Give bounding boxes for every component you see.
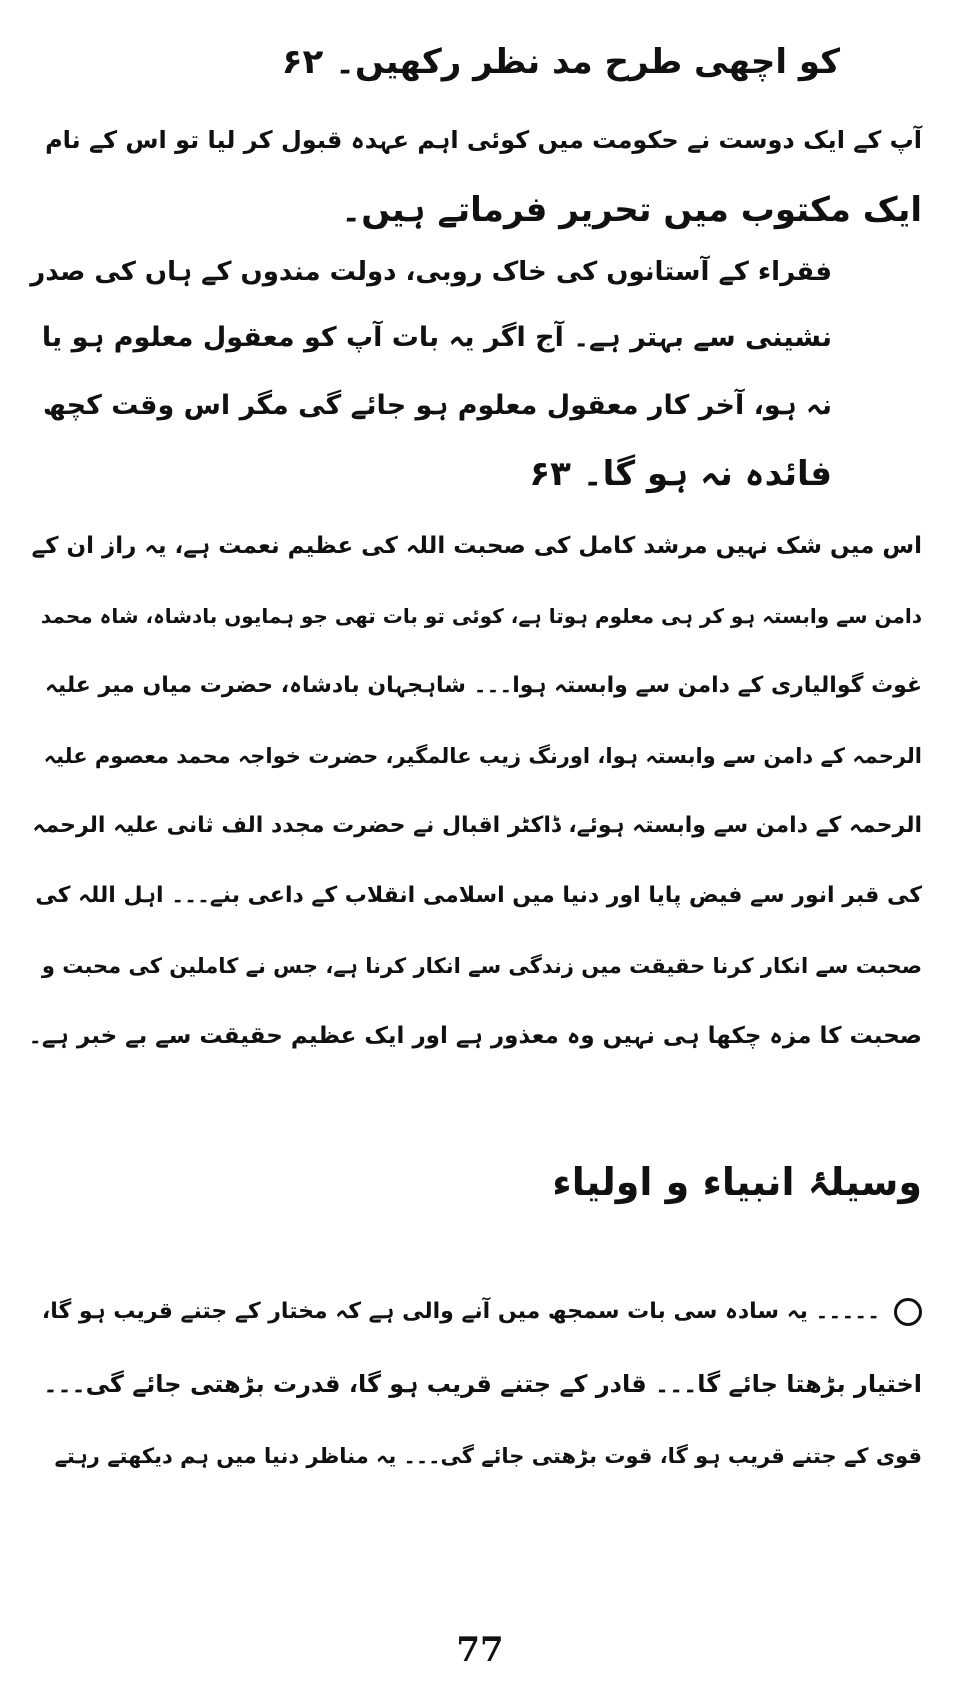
quote-line: نہ ہو، آخر کار معقول معلوم ہو جائے گی مگر اس وقت کچھ (42, 390, 832, 421)
paragraph-line: الرحمہ کے دامن سے وابستہ ہوا، اورنگ زیب عالمگیر، حضرت خواجہ محمد معصوم علیہ (43, 744, 922, 768)
paragraph-line: غوث گوالیاری کے دامن سے وابستہ ہوا۔۔۔ شاہجہان بادشاہ، حضرت میاں میر علیہ (44, 673, 922, 698)
section-heading: وسیلۂ انبیاء و اولیاء (552, 1160, 922, 1204)
text-line: ایک مکتوب میں تحریر فرماتے ہیں۔ (341, 190, 922, 230)
paragraph-line: کی قبر انور سے فیض پایا اور دنیا میں اسلامی انقلاب کے داعی بنے۔۔۔ اہل اللہ کی (35, 883, 922, 908)
paragraph-line: صحبت کا مزہ چکھا ہی نہیں وہ معذور ہے اور ایک عظیم حقیقت سے بے خبر ہے۔ (28, 1023, 922, 1049)
page-number: 77 (456, 1630, 504, 1670)
bullet-line (42, 1290, 922, 1334)
text-line: کو اچھی طرح مد نظر رکھیں۔ ۶۲ (281, 42, 840, 82)
paragraph-line: اس میں شک نہیں مرشد کامل کی صحبت اللہ کی عظیم نعمت ہے، یہ راز ان کے (31, 533, 922, 559)
bullet-line: اختیار بڑھتا جائے گا۔۔۔ قادر کے جتنے قریب ہو گا، قدرت بڑھتی جائے گی۔۔۔ (43, 1370, 922, 1398)
paragraph-line: صحبت سے انکار کرنا حقیقت میں زندگی سے انکار کرنا ہے، جس نے کاملین کی محبت و (41, 954, 922, 978)
bullet-line: قوی کے جتنے قریب ہو گا، قوت بڑھتی جائے گی۔۔۔ یہ مناظر دنیا میں ہم دیکھتے رہتے (54, 1444, 922, 1468)
paragraph-line: دامن سے وابستہ ہو کر ہی معلوم ہوتا ہے، کوئی تو بات تھی جو ہمایوں بادشاہ، شاہ محمد (40, 604, 922, 628)
text-line: آپ کے ایک دوست نے حکومت میں کوئی اہم عہدہ قبول کر لیا تو اس کے نام (45, 126, 922, 154)
quote-line: فائدہ نہ ہو گا۔ ۶۳ (529, 454, 832, 494)
bullet-text: ۔۔۔۔۔ یہ سادہ سی بات سمجھ میں آنے والی ہے کہ مختار کے جتنے قریب ہو گا، (41, 1299, 880, 1324)
paragraph-line: الرحمہ کے دامن سے وابستہ ہوئے، ڈاکٹر اقبال نے حضرت مجدد الف ثانی علیہ الرحمہ (32, 813, 922, 838)
quote-line: نشینی سے بہتر ہے۔ آج اگر یہ بات آپ کو معقول معلوم ہو یا (41, 322, 832, 353)
bullet-circle-icon (894, 1298, 922, 1326)
quote-line: فقراء کے آستانوں کی خاک روبی، دولت مندوں کے ہاں کی صدر (30, 257, 832, 287)
